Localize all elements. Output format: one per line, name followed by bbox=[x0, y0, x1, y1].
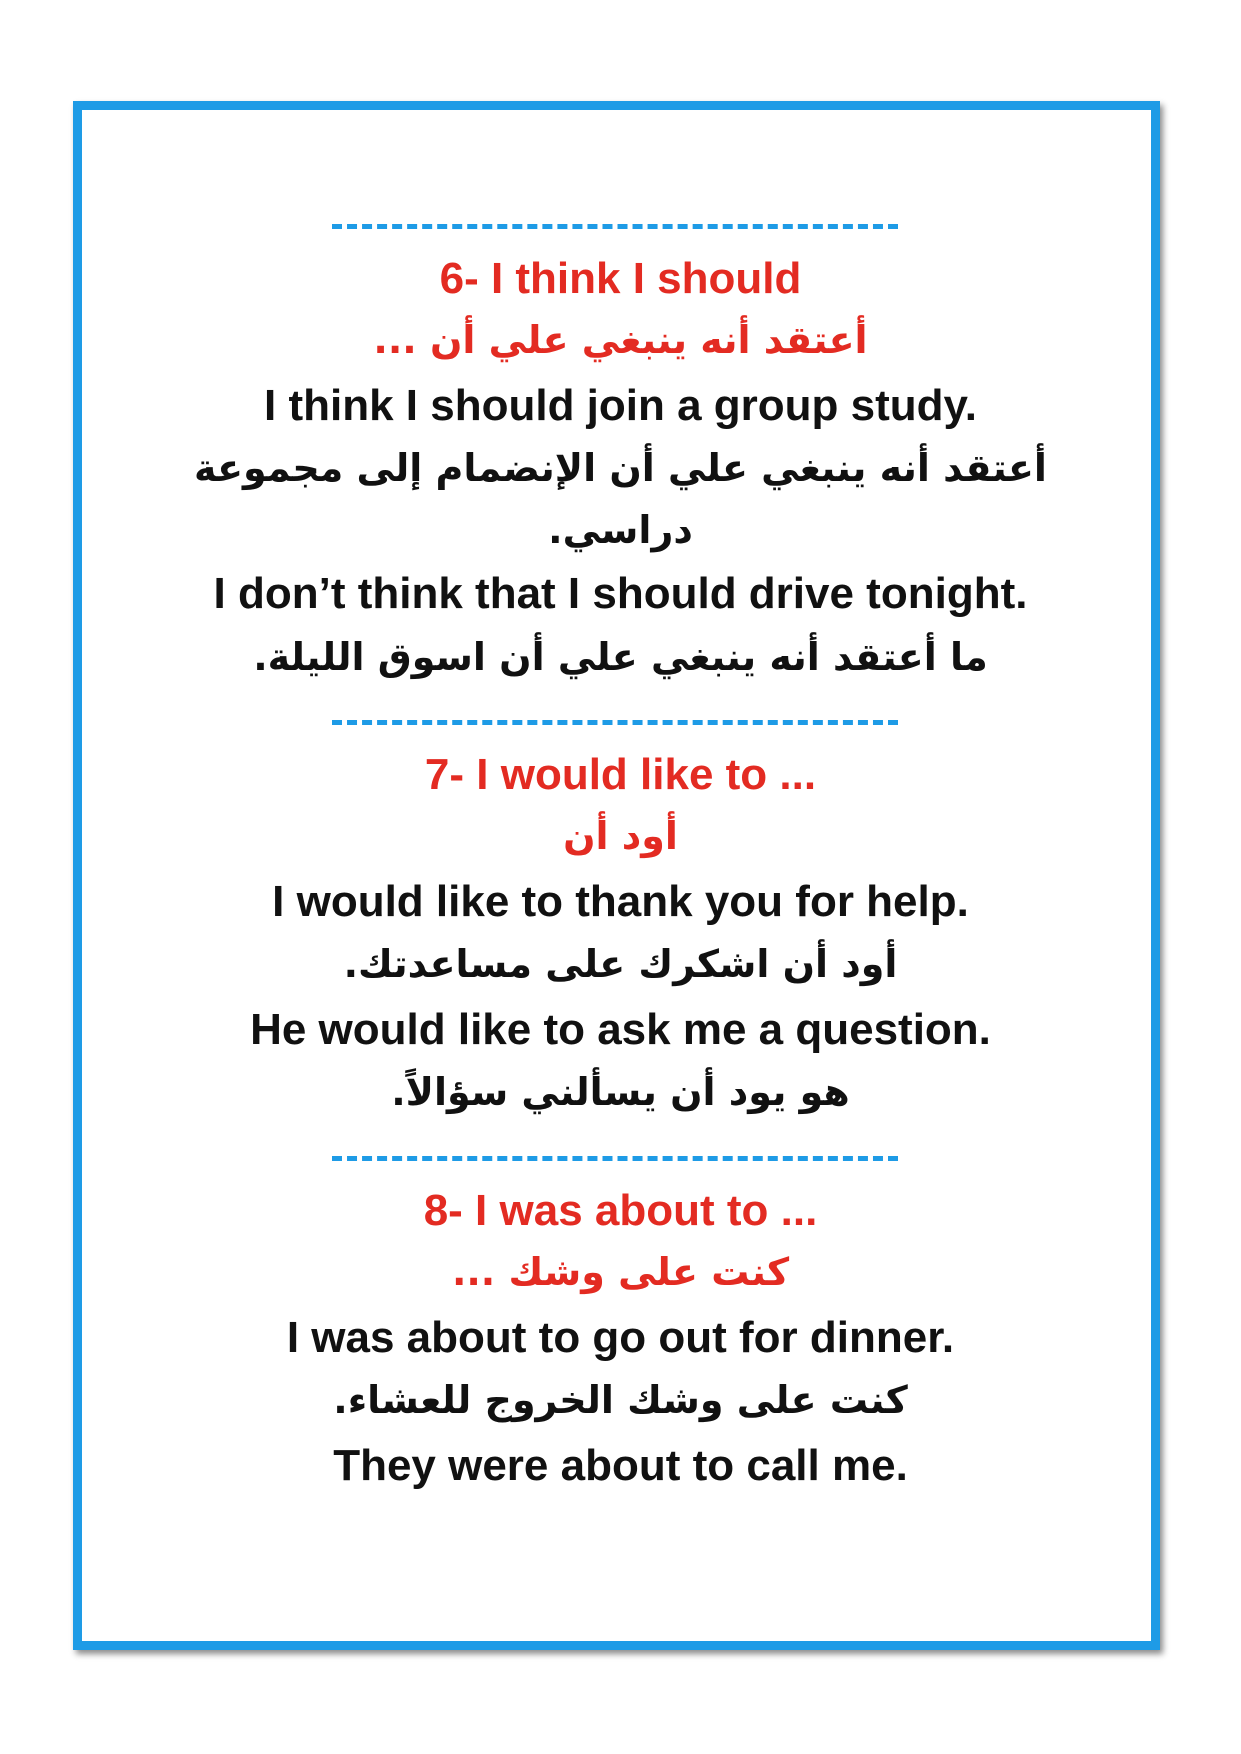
section-7-example-2-arabic: هو يود أن يسألني سؤالاً. bbox=[391, 1070, 850, 1114]
section-divider bbox=[332, 1156, 898, 1161]
section-6-heading: 6- I think I should bbox=[439, 254, 802, 303]
section-7-example-2: He would like to ask me a question. bbox=[250, 1005, 991, 1054]
section-divider bbox=[332, 720, 898, 725]
section-8-heading-arabic: كنت على وشك ... bbox=[451, 1250, 790, 1294]
section-7-example-1-arabic: أود أن اشكرك على مساعدتك. bbox=[343, 942, 898, 986]
section-divider bbox=[332, 224, 898, 229]
section-8-example-2: They were about to call me. bbox=[333, 1441, 908, 1490]
section-6-example-2-arabic: ما أعتقد أنه ينبغي علي أن اسوق الليلة. bbox=[253, 635, 988, 679]
section-7-heading-arabic: أود أن bbox=[563, 814, 678, 858]
section-6-example-1-arabic: أعتقد أنه ينبغي علي أن الإنضمام إلى مجموعة bbox=[194, 446, 1047, 490]
section-6-example-1-arabic-cont: دراسي. bbox=[548, 508, 693, 552]
section-7-example-1: I would like to thank you for help. bbox=[272, 877, 969, 926]
section-6-example-2: I don’t think that I should drive tonight. bbox=[213, 569, 1028, 618]
section-6-heading-arabic: أعتقد أنه ينبغي علي أن ... bbox=[373, 318, 868, 362]
section-8-example-1: I was about to go out for dinner. bbox=[286, 1313, 955, 1362]
section-7-heading: 7- I would like to ... bbox=[424, 750, 817, 799]
section-6-example-1: I think I should join a group study. bbox=[264, 381, 977, 430]
section-8-example-1-arabic: كنت على وشك الخروج للعشاء. bbox=[333, 1378, 908, 1422]
section-8-heading: 8- I was about to ... bbox=[423, 1186, 818, 1235]
